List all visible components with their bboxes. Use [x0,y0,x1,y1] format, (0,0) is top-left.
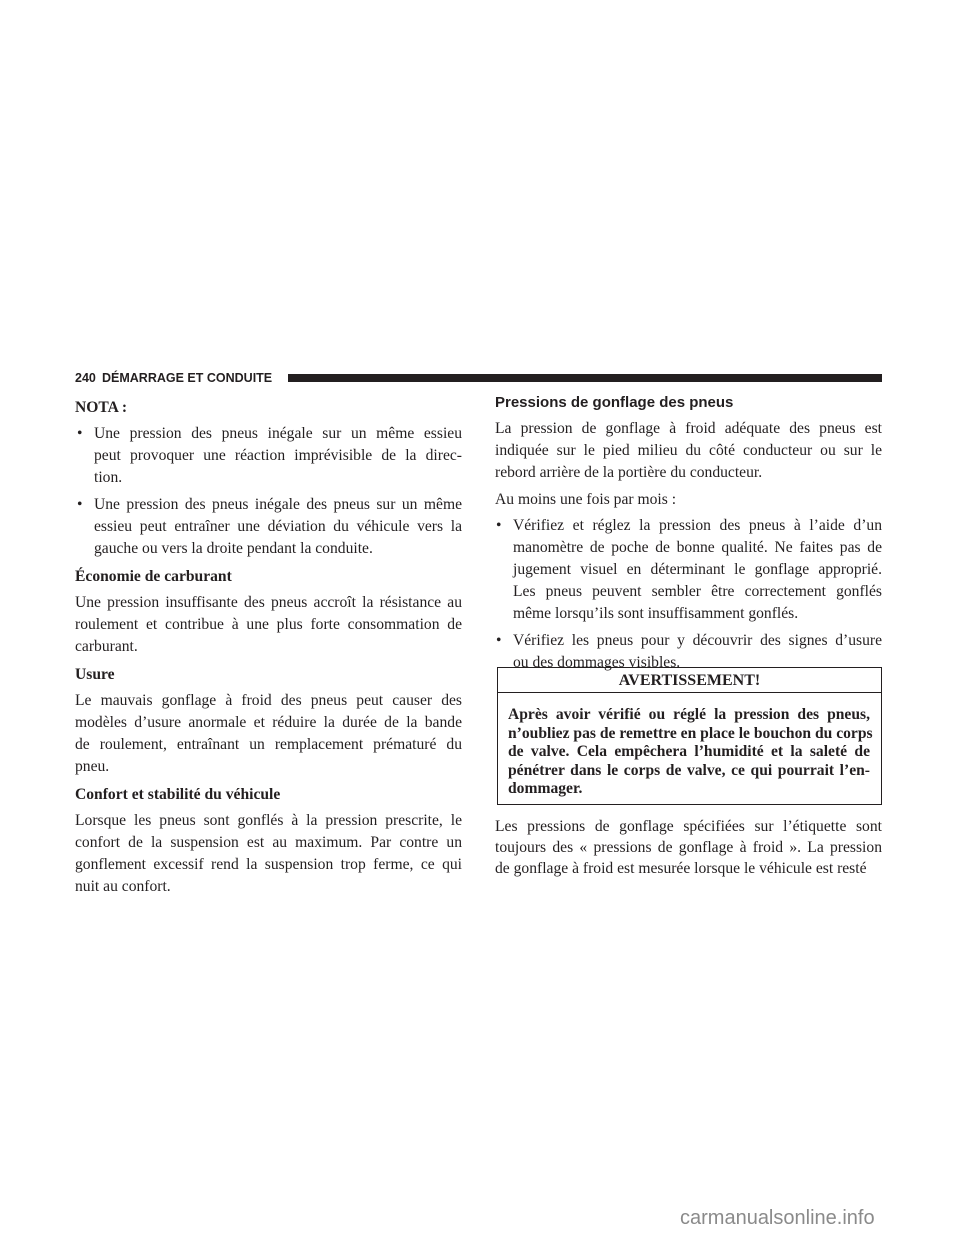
bullet-text-line: essieu peut entraîner une déviation du véhicule vers la [94,518,462,535]
paragraph-line: pneu. [75,758,110,775]
paragraph-line: carburant. [75,638,138,655]
bullet-text-line: jugement visuel en déterminant le gonflage approprié. [513,561,882,578]
section-heading-line: Confort et stabilité du véhicule [75,786,281,803]
paragraph-line: toujours des « pressions de gonflage à froid ». La pression [495,839,882,856]
bullet-icon: • [496,632,502,649]
bullet-text-line: ou des dommages visibles. [513,654,681,671]
paragraph-line: roulement et contribue à une plus forte consommation de [75,616,462,633]
paragraph-line: de gonflage à froid est mesurée lorsque le véhicule est resté [495,860,867,877]
paragraph-line: Le mauvais gonflage à froid des pneus peut causer des [75,692,462,709]
warning-text-line: dommager. [508,780,583,797]
bullet-text-line: gauche ou vers la droite pendant la conduite. [94,540,373,557]
bullet-icon: • [77,496,83,513]
paragraph-line: confort de la suspension est au maximum. Par contre un [75,834,462,851]
paragraph-line: modèles d’usure anormale et réduire la durée de la bande [75,714,462,731]
bullet-text-line: Une pression des pneus inégale des pneus sur un même [94,496,462,513]
bullet-text-line: tion. [94,469,123,486]
bullet-text-line: même lorsqu’ils sont insuffisamment gonflés. [513,605,799,622]
bullet-text-line: Les pneus peuvent sembler être correctement gonflés [513,583,882,600]
section-heading-line: Pressions de gonflage des pneus [495,394,734,411]
watermark: carmanualsonline.info [680,1207,875,1229]
paragraph-line: Les pressions de gonflage spécifiées sur l’étiquette sont [495,818,882,835]
section-title: DÉMARRAGE ET CONDUITE [102,371,273,385]
paragraph-line: nuit au confort. [75,878,171,895]
paragraph-line: gonflement excessif rend la suspension trop ferme, ce qui [75,856,462,873]
paragraph-line: rebord arrière de la portière du conducteur. [495,464,763,481]
bullet-text-line: manomètre de poche de bonne qualité. Ne faites pas de [513,539,882,556]
paragraph-line: Lorsque les pneus sont gonflés à la pression prescrite, le [75,812,462,829]
bullet-text-line: peut provoquer une réaction imprévisible de la direc- [94,447,462,464]
section-heading-line: Usure [75,666,115,683]
header-rule [288,374,882,382]
warning-text-line: pénétrer dans le corps de valve, ce qui pourrait l’en- [508,761,870,779]
bullet-icon: • [496,517,502,534]
page-number: 240 [75,371,96,385]
bullet-text-line: Vérifiez et réglez la pression des pneus à l’aide d’un [513,517,882,534]
paragraph-line: Au moins une fois par mois : [495,491,677,508]
bullet-icon: • [77,425,83,442]
warning-divider [498,692,881,693]
warning-title: AVERTISSEMENT! [618,672,761,689]
bullet-text-line: Une pression des pneus inégale sur un même essieu [94,425,462,442]
warning-text-line: n’oubliez pas de remettre en place le bouchon du corps [508,724,873,742]
paragraph-line: Une pression insuffisante des pneus accroît la résistance au [75,594,462,611]
nota-label-line: NOTA : [75,399,128,416]
paragraph-line: La pression de gonflage à froid adéquate des pneus est [495,420,882,437]
warning-text-line: Après avoir vérifié ou réglé la pression des pneus, [508,706,870,723]
paragraph-line: de roulement, entraînant un remplacement prématuré du [75,736,462,753]
section-heading-line: Économie de carburant [75,568,232,585]
bullet-text-line: Vérifiez les pneus pour y découvrir des signes d’usure [513,632,882,649]
warning-text-line: de valve. Cela empêchera l’humidité et la saleté de [508,743,870,760]
paragraph-line: indiquée sur le pied milieu du côté conducteur ou sur le [495,442,882,459]
